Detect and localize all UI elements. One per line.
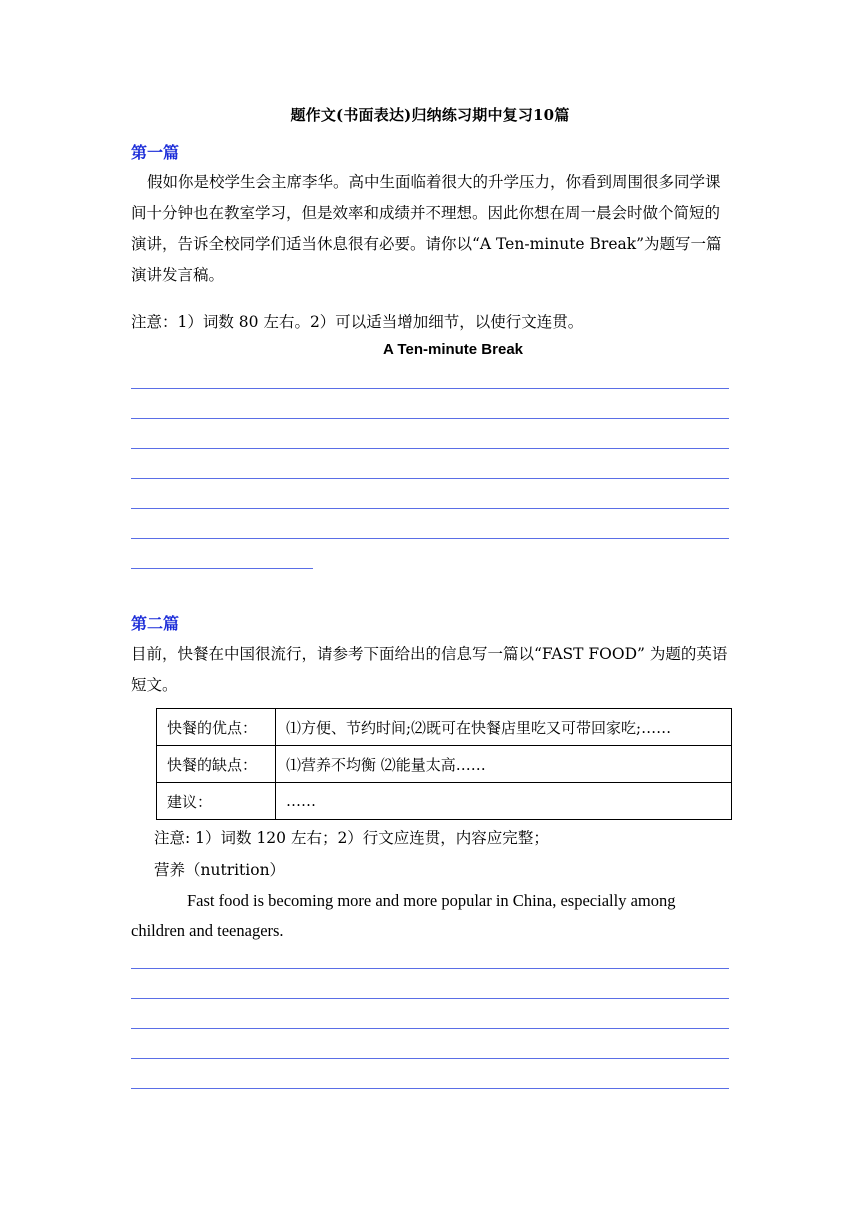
section1-heading: 第一篇	[131, 143, 180, 162]
writing-line[interactable]	[131, 968, 729, 969]
writing-line[interactable]	[131, 568, 313, 569]
section2-vocab: 营养（nutrition）	[154, 861, 286, 879]
writing-line[interactable]	[131, 448, 729, 449]
writing-line[interactable]	[131, 478, 729, 479]
section2-heading: 第二篇	[131, 614, 180, 633]
table-value: ……	[276, 783, 732, 820]
table-key: 快餐的优点：	[157, 709, 276, 746]
section2-starter-text: Fast food is becoming more and more popular in China, especially among children and teenagers.	[131, 891, 676, 940]
section2-prompt: 目前，快餐在中国很流行，请参考下面给出的信息写一篇以“FAST FOOD” 为题的英语短文。	[131, 645, 728, 694]
section1-prompt-text: 假如你是校学生会主席李华。高中生面临着很大的升学压力，你看到周围很多同学课间十分钟也在教室学习，但是效率和成绩并不理想。因此你想在周一晨会时做个简短的演讲，告诉全校同学们适当休息很有必要。请你以“A Ten-minute Break”为题写一篇演讲发言稿。	[131, 173, 722, 284]
info-table	[156, 708, 732, 820]
section1-prompt	[131, 167, 731, 291]
writing-line[interactable]	[131, 1058, 729, 1059]
writing-line[interactable]	[131, 508, 729, 509]
writing-line[interactable]	[131, 538, 729, 539]
table-key: 建议：	[157, 783, 276, 820]
table-row	[157, 709, 732, 746]
table-value: ⑴营养不均衡 ⑵能量太高……	[276, 746, 732, 783]
writing-line[interactable]	[131, 418, 729, 419]
writing-line[interactable]	[131, 1028, 729, 1029]
section1-note: 注意：1）词数 80 左右。2）可以适当增加细节，以使行文连贯。	[131, 313, 584, 331]
section2-note: 注意: 1）词数 120 左右；2）行文应连贯，内容应完整；	[154, 829, 549, 847]
writing-line[interactable]	[131, 1088, 729, 1089]
table-row	[157, 783, 732, 820]
document-title: 题作文(书面表达)归纳练习期中复习10篇	[290, 106, 570, 124]
writing-line[interactable]	[131, 998, 729, 999]
writing-line[interactable]	[131, 388, 729, 389]
table-value: ⑴方便、节约时间;⑵既可在快餐店里吃又可带回家吃;……	[276, 709, 732, 746]
section1-essay-title: A Ten-minute Break	[382, 341, 524, 358]
table-row	[157, 746, 732, 783]
section2-starter	[131, 886, 731, 946]
table-key: 快餐的缺点：	[157, 746, 276, 783]
